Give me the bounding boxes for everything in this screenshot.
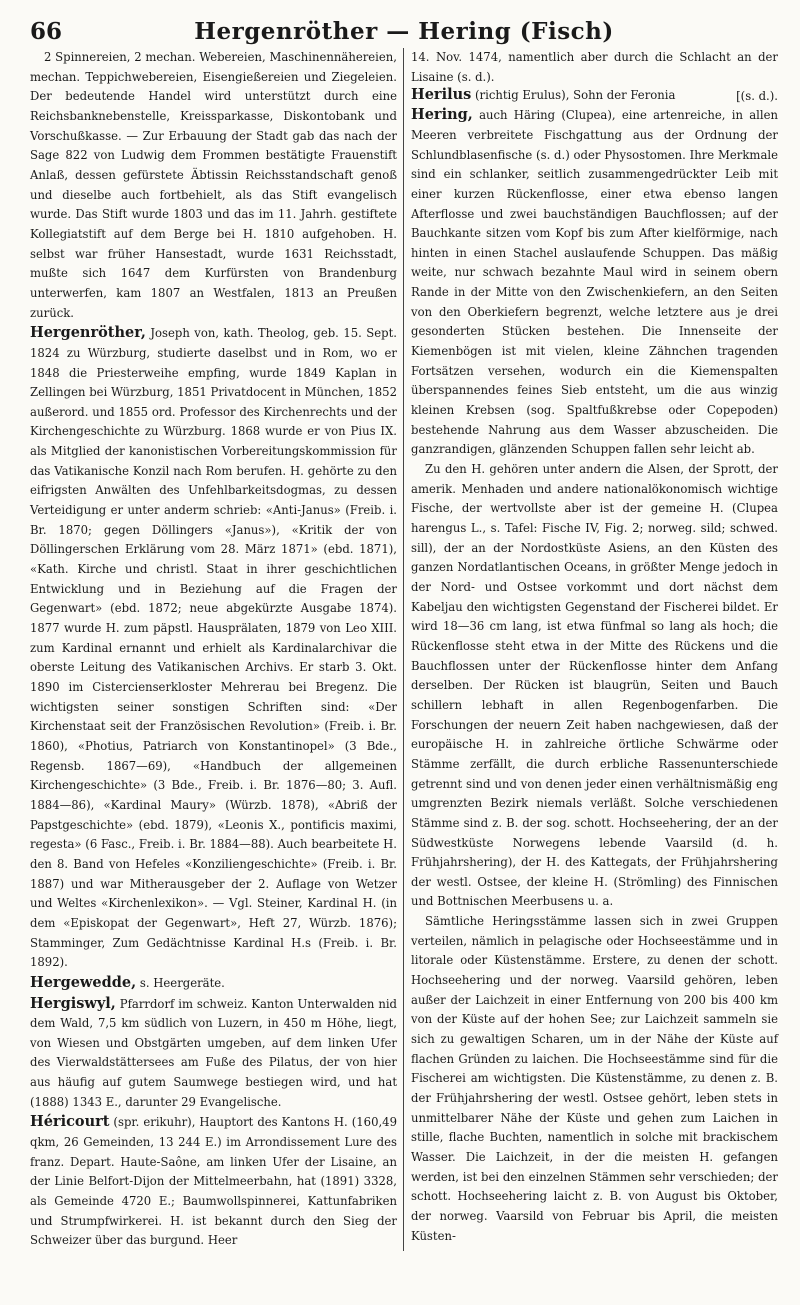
page-number: 66 xyxy=(30,18,63,45)
entry-hergenroether xyxy=(30,323,397,973)
text-paragraph: Sämtliche Heringsstämme lassen sich in zwei Gruppen verteilen, nämlich in pelagische oder Hochseestämme und in litorale oder Küstenstämme. Erstere, zu denen der schott. Hochseehering und der norweg. Vaarsild gehören, leben außer der Laichzeit in einer Entfernung von 200 bis 400 km von der Küste auf der hohen See; zur Laichzeit sammeln sie sich zu gewaltigen Scharen, um in der Nähe der Küste auf flachen Gründen zu laichen. Die Hochseestämme sind für die Fischerei am wichtigsten. Die Küstenstämme, zu denen z. B. der Frühjahrshering der westl. Ostsee gehört, leben stets in unmittelbarer Nähe der Küste und gehen zum Laichen in stille, flache Buchten, namentlich in solche mit brackischem Wasser. Die Laichzeit, in der die meisten H. gefangen werden, ist bei den einzelnen Stämmen sehr verschieden; der schott. Hochseehering laicht z. B. von August bis Oktober, der norweg. Vaarsild von Februar bis April, die meisten Küsten- xyxy=(411,914,778,1243)
entry-hergiswyl xyxy=(30,994,397,1113)
lemma: Hergewedde, xyxy=(30,973,137,991)
entry-text: (richtig Erulus), Sohn der Feronia xyxy=(471,87,676,102)
running-head: Hergenröther — Hering (Fisch) xyxy=(194,18,614,45)
entry-hering xyxy=(411,105,778,460)
text-paragraph: 2 Spinnereien, 2 mechan. Webereien, Maschinennähereien, mechan. Teppichwebereien, Eisengießereien und Ziegeleien. Der bedeutende Handel wird unterstützt durch eine Reichsbanknebenstelle, Kreissparkasse, Diskontobank und Vorschußkasse. — Zur Erbauung der Stadt gab das nach der Sage 822 von Ludwig dem Frommen bestätigte Frauenstift Anlaß, dessen gefürstete Äbtissin Reichsstandschaft genoß und dieselbe auch fortbehielt, als das Stift evangelisch wurde. Das Stift wurde 1803 und das im 11. Jahrh. gestiftete Kollegiatstift auf dem Berge bei H. 1810 aufgehoben. H. selbst war früher Hansestadt, wurde 1631 Reichsstadt, mußte sich 1647 dem Kurfürsten von Brandenburg unterwerfen, kam 1807 an Westfalen, 1813 an Preußen zurück. xyxy=(30,50,397,320)
left-column xyxy=(30,48,397,1251)
right-column xyxy=(411,48,778,1251)
entry-text: Pfarrdorf im schweiz. Kanton Unterwalden nid dem Wald, 7,5 km südlich von Luzern, in 450 m Höhe, liegt, von Wiesen und Obstgärten umgeben, auf dem linken Ufer des Vierwaldstättersees am Fuße des Pilatus, der von hier aus häufig auf gutem Saumwege bestiegen wird, und hat (1888) 1343 E., darunter 29 Evangelische. xyxy=(30,996,397,1109)
text-paragraph: Zu den H. gehören unter andern die Alsen, der Sprott, der amerik. Menhaden und andere nationalökonomisch wichtige Fische, der wertvollste aber ist der gemeine H. (Clupea harengus L., s. Tafel: Fische IV, Fig. 2; norweg. sild; schwed. sill), der an der Nordostküste Asiens, an den Küsten des ganzen Nordatlantischen Oceans, in größter Menge jedoch in der Nord- und Ostsee vorkommt und dort nächst dem Kabeljau den wichtigsten Gegenstand der Fischerei bildet. Er wird 18—36 cm lang, ist etwa fünfmal so lang als hoch; die Rückenflosse steht etwa in der Mitte des Rückens und die Bauchflossen unter der Rückenflosse hinter dem Anfang derselben. Der Rücken ist blaugrün, Seiten und Bauch schillern lebhaft in allen Regenbogenfarben. Die Forschungen der neuern Zeit haben nachgewiesen, daß der europäische H. in zahlreiche örtliche Schwärme oder Stämme zerfällt, die durch erbliche Rassenunterschiede getrennt sind und von denen jeder einen verhältnismäßig eng umgrenzten Bezirk niemals verläßt. Solche verschiedenen Stämme sind z. B. der sog. schott. Hochseehering, der an der Südwestküste Norwegens lebende Vaarsild (d. h. Frühjahrshering), der H. des Kattegats, der Frühjahrshering der westl. Ostsee, der kleine H. (Strömling) des Finnischen und Bottnischen Meerbusens u. a. xyxy=(411,462,778,909)
text-columns xyxy=(30,48,778,1251)
cross-reference-note: [(s. d.). xyxy=(736,89,778,104)
lemma: Hering, xyxy=(411,106,473,124)
text-paragraph: 14. Nov. 1474, namentlich aber durch die Schlacht an der Lisaine (s. d.). [(s. d.). xyxy=(411,48,778,107)
page-header xyxy=(30,4,778,48)
lemma: Hergiswyl, xyxy=(30,994,116,1012)
entry-hericourt xyxy=(30,1112,397,1251)
entry-text: Joseph von, kath. Theolog, geb. 15. Sept. 1824 zu Würzburg, studierte daselbst und in Rom, wo er 1848 die Priesterweihe empfing, wurde 1849 Kaplan in Zellingen bei Würzburg, 1851 Privatdocent in München, 1852 außerord. und 1855 ord. Professor des Kirchenrechts und der Kirchengeschichte zu Würzburg. 1868 wurde er von Pius IX. als Mitglied der kanonistischen Vorbereitungskommission für das Vatikanische Konzil nach Rom berufen. H. gehörte zu den eifrigsten Anwälten des Unfehlbarkeitsdogmas, zu dessen Verteidigung er unter anderm schrieb: «Anti-Janus» (Freib. i. Br. 1870; gegen Döllingers «Janus»), «Kritik der von Döllingerschen Erklärung vom 28. März 1871» (ebd. 1871), «Kath. Kirche und christl. Staat in ihrer geschichtlichen Entwicklung und in Beziehung auf die Fragen der Gegenwart» (ebd. 1872; neue abgekürzte Ausgabe 1874). 1877 wurde H. zum päpstl. Hausprälaten, 1879 von Leo XIII. zum Kardinal ernannt und erhielt als Kardinalarchivar die oberste Leitung des Vatikanischen Archivs. Er starb 3. Okt. 1890 im Cistercienserkloster Mehrerau bei Bregenz. Die wichtigsten seiner sonstigen Schriften sind: «Der Kirchenstaat seit der Französischen Revolution» (Freib. i. Br. 1860), «Photius, Patriarch von Konstantinopel» (3 Bde., Regensb. 1867—69), «Handbuch der allgemeinen Kirchengeschichte» (3 Bde., Freib. i. Br. 1876—80; 3. Aufl. 1884—86), «Kardinal Maury» (Würzb. 1878), «Abriß der Papstgeschichte» (ebd. 1879), «Leonis X., pontificis maximi, regesta» (6 Fasc., Freib. i. Br. 1884—88). Auch bearbeitete H. den 8. Band von Hefeles «Konziliengeschichte» (Freib. i. Br. 1887) und war Mitherausgeber der 2. Auflage von Wetzer und Weltes «Kirchenlexikon». — Vgl. Steiner, Kardinal H. (in dem «Episkopat der Gegenwart», Heft 27, Würzb. 1876); Stamminger, Zum Gedächtnisse Kardinal H.s (Freib. i. Br. 1892). xyxy=(30,326,397,970)
entry-hergewedde xyxy=(30,973,397,994)
lemma: Herilus xyxy=(411,85,472,103)
entry-text: (spr. erikuhr), Hauptort des Kantons H. (160,49 qkm, 26 Gemeinden, 13 244 E.) im Arrondissement Lure des franz. Depart. Haute-Saône, am linken Ufer der Lisaine, an der Linie Belfort-Dijon der Mittelmeerbahn, hat (1891) 3328, als Gemeinde 4720 E.; Baumwollspinnerei, Kattunfabriken und Strumpfwirkerei. H. ist bekannt durch den Sieg der Schweizer über das burgund. Heer xyxy=(30,1115,397,1248)
lemma: Hergenröther, xyxy=(30,324,146,342)
entry-herilus xyxy=(411,85,778,106)
entry-text: auch Häring (Clupea), eine artenreiche, in allen Meeren verbreitete Fischgattung aus der Ordnung der Schlundblasenfische (s. d.) oder Physostomen. Ihre Merkmale sind ein schlanker, seitlich zusammengedrückter Leib mit einer kurzen Rückenflosse, einer etwa ebenso langen Afterflosse und zwei bauchständigen Bauchflossen; auf der Bauchkante sitzen vom Kopf bis zum After kielförmige, nach hinten in einen Stachel auslaufende Schuppen. Das mäßig weite, nur schwach bezahnte Maul wird in seinem obern Rande in der Mitte von den Zwischenkiefern, an den Seiten von den Oberkiefern begrenzt, welche letztere aus je drei gesonderten Stücken bestehen. Die Innenseite der Kiemenbögen ist mit vielen, kleine Zähnchen tragenden Fortsätzen versehen, wodurch ein die Kiemenspalten überspannendes feines Sieb entsteht, um die aus winzig kleinen Krebsen (sog. Spaltfußkrebse oder Copepoden) bestehende Nahrung aus dem Wasser abzuscheiden. Die ganzrandigen, glänzenden Schuppen fallen sehr leicht ab. xyxy=(411,108,778,457)
entry-text: s. Heergeräte. xyxy=(136,975,225,990)
lemma: Héricourt xyxy=(30,1113,110,1131)
